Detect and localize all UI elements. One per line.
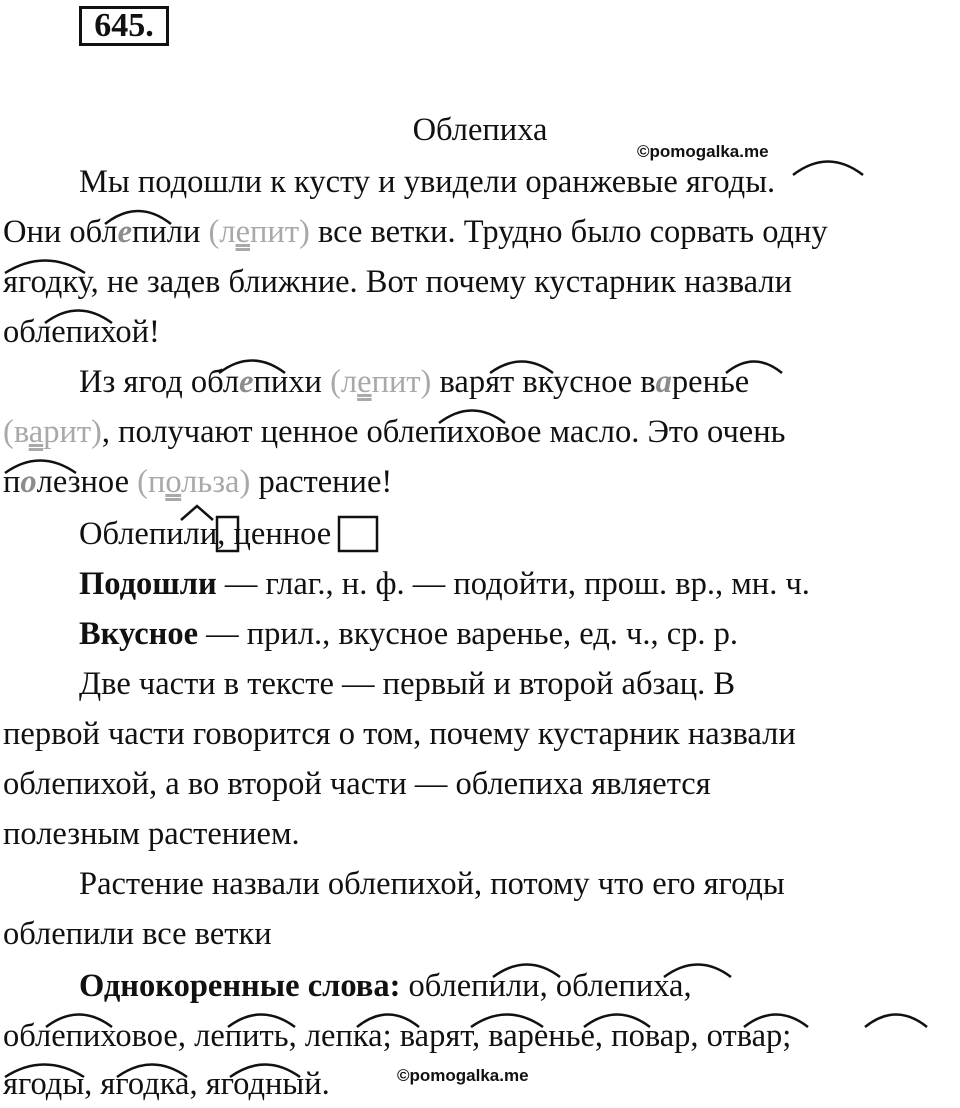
exercise-number: 645. (79, 6, 169, 46)
stressed-vowel: е (117, 214, 133, 250)
ending-box (339, 517, 377, 551)
word-oblepili-ending: и (199, 516, 218, 552)
root-arc (865, 1015, 927, 1028)
answer-line-3: облепихой, а во второй части — облепиха является (3, 766, 711, 802)
stressed-vowel: о (20, 464, 37, 500)
roots-line-2: облепиховое, лепить, лепка; варят, варенье, повар, отвар; (3, 1018, 792, 1054)
stressed-vowel: е (239, 364, 254, 400)
answer-line-6: облепили все ветки (3, 916, 272, 952)
watermark-bottom: ©pomogalka.me (397, 1066, 529, 1085)
check-word-hint: (лепит) (208, 214, 310, 250)
answer-line-1: Две части в тексте — первый и второй абзац. В (79, 666, 736, 702)
morpheme-parse-line: Облепили, ценное (79, 516, 332, 552)
answer-line-5: Растение назвали облепихой, потому что его ягоды (79, 866, 785, 902)
roots-line-3: ягоды, ягодка, ягодный. (3, 1066, 330, 1102)
p1-line-1: Мы подошли к кусту и увидели оранжевые ягоды. (79, 164, 776, 200)
root-arc (793, 162, 863, 176)
answer-line-2: первой части говорится о том, почему кустарник назвали (3, 716, 796, 752)
p1-line-2: Они облепили (лепит) все ветки. Трудно было сорвать одну (3, 214, 828, 250)
check-word-hint: (варит) (3, 414, 102, 450)
watermark-top: ©pomogalka.me (637, 142, 769, 161)
p1-line-4: облепихой! (3, 314, 160, 350)
p2-line-3: полезное (польза) растение! (3, 464, 393, 500)
word-tsennoe-ending: ое (300, 516, 332, 552)
text-title: Облепиха (412, 112, 548, 148)
p1-line-3: ягодку, не задев ближние. Вот почему кустарник назвали (3, 264, 792, 300)
word-oblepili-stem: Облепил (79, 516, 200, 552)
stressed-vowel: а (655, 364, 672, 400)
word-tsennoe-stem: ценн (233, 516, 301, 552)
parse-podoshli: Подошли — глаг., н. ф. — подойти, прош. вр., мн. ч. (79, 566, 810, 602)
parse-vkusnoe: Вкусное — прил., вкусное варенье, ед. ч., ср. р. (79, 616, 739, 652)
check-word-hint: (польза) (137, 464, 251, 500)
p2-line-2: (варит), получают ценное облепиховое масло. Это очень (3, 414, 786, 450)
p2-line-1: Из ягод облепихи (лепит) варят вкусное варенье (79, 364, 750, 400)
check-word-hint: (лепит) (330, 364, 432, 400)
roots-line-1: Однокоренные слова: облепили, облепиха, (79, 968, 692, 1004)
answer-line-4: полезным растением. (3, 816, 300, 852)
